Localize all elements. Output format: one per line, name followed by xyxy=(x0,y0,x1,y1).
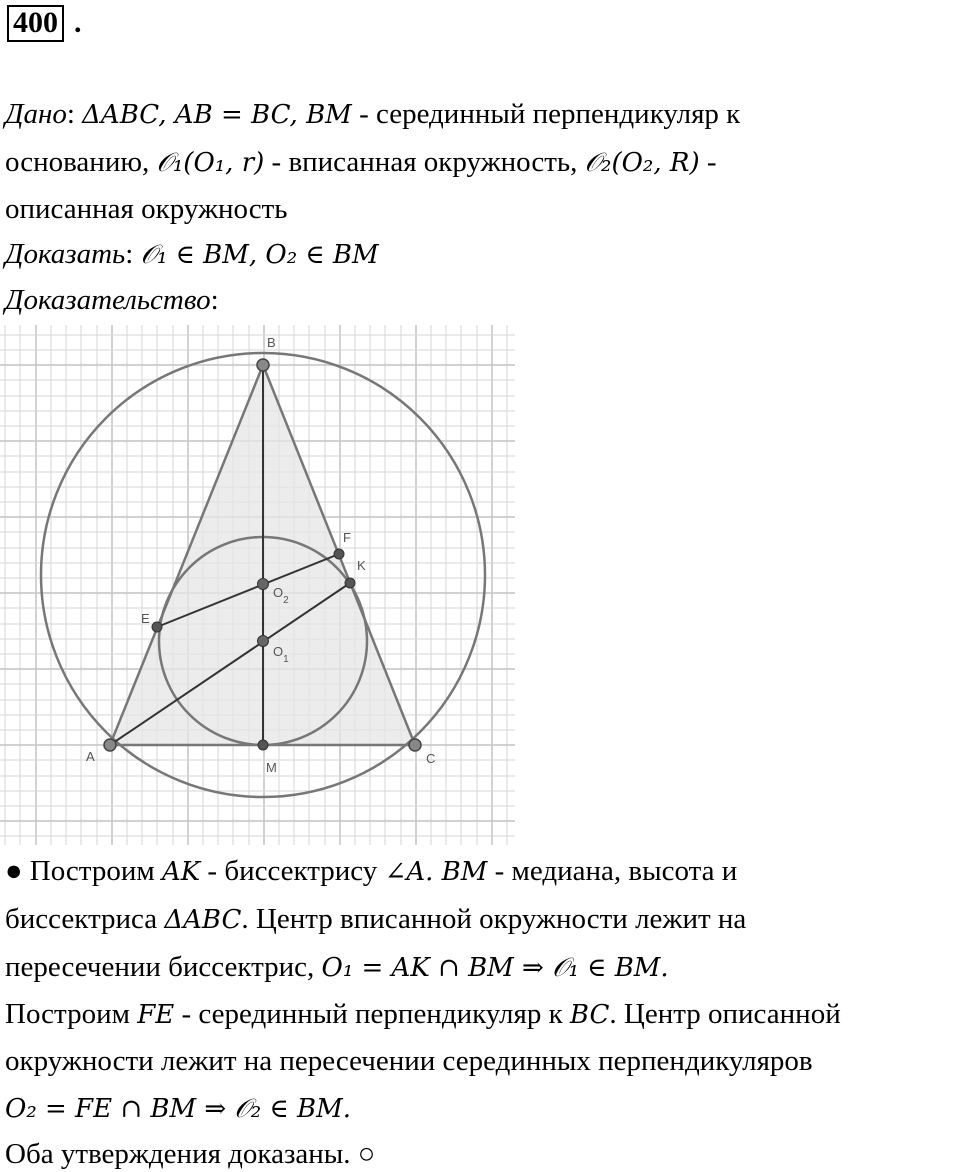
label-m: M xyxy=(266,760,277,775)
t1c: - медиана, высота и xyxy=(487,855,738,887)
given-text-1: - серединный перпендикуляр к xyxy=(351,98,741,130)
given-math-3: 𝒪₂(O₂, R) xyxy=(584,148,700,178)
point-o1 xyxy=(258,636,269,647)
proof-text-line-7: Оба утверждения доказаны. ○ xyxy=(5,1138,376,1170)
proof-text-line-1 xyxy=(5,853,737,890)
point-c xyxy=(409,739,421,751)
label-o2-letter: O xyxy=(273,585,284,600)
t1b: - биссектрису xyxy=(200,855,385,887)
point-k xyxy=(345,578,355,588)
point-m xyxy=(258,740,268,750)
label-o1-letter: O xyxy=(273,644,284,659)
t6m: O₂ = FE ∩ BM ⇒ 𝒪₂ ∈ BM. xyxy=(5,1094,352,1124)
prove-colon: : xyxy=(125,238,141,270)
point-b xyxy=(257,359,269,371)
point-o2 xyxy=(258,579,269,590)
t4b: - серединный перпендикуляр к xyxy=(174,998,570,1030)
geometry-figure xyxy=(0,325,530,845)
t1a: ● Построим xyxy=(5,855,162,887)
t2b: . Центр вписанной окружности лежит на xyxy=(241,903,747,935)
problem-number: 400 xyxy=(7,5,64,42)
t2m: ΔABC xyxy=(164,905,242,935)
point-e xyxy=(152,622,162,632)
given-text-2a: основанию, xyxy=(5,146,157,178)
given-text-2c: - xyxy=(699,146,717,178)
t2a: биссектриса xyxy=(5,903,165,935)
t1m1: AK xyxy=(161,857,201,887)
proof-label: Доказательство xyxy=(5,284,211,316)
t3m: O₁ = AK ∩ BM ⇒ 𝒪₁ ∈ BM. xyxy=(321,953,669,983)
prove-math: 𝒪₁ ∈ BM, O₂ ∈ BM xyxy=(140,240,379,270)
t4m2: BC xyxy=(569,1000,610,1030)
point-f xyxy=(334,549,344,559)
given-colon: : xyxy=(66,98,83,130)
label-o1-sub: 1 xyxy=(283,654,289,665)
label-o2-sub: 2 xyxy=(283,595,289,606)
t1m2: ∠A. BM xyxy=(384,857,488,887)
given-math-2: 𝒪₁(O₁, r) xyxy=(156,148,265,178)
label-f: F xyxy=(343,530,351,545)
label-e: E xyxy=(141,611,150,626)
proof-text-line-2 xyxy=(5,901,746,938)
given-text-2b: - вписанная окружность, xyxy=(264,146,585,178)
problem-number-dot: . xyxy=(74,6,82,39)
proof-text-line-5: окружности лежит на пересечении серединных перпендикуляров xyxy=(5,1045,813,1077)
t4a: Построим xyxy=(5,998,138,1030)
t3a: пересечении биссектрис, xyxy=(5,951,322,983)
proof-text-line-6 xyxy=(5,1090,351,1127)
proof-colon: : xyxy=(210,284,219,316)
given-math-1: ΔABC, AB = BC, BM xyxy=(82,100,352,130)
t4c: . Центр описанной xyxy=(609,998,841,1030)
proof-line xyxy=(5,282,219,318)
given-line-1 xyxy=(5,96,740,133)
proof-text-line-3 xyxy=(5,949,669,986)
given-label: Дано xyxy=(5,98,67,130)
prove-label: Доказать xyxy=(5,238,126,270)
label-a: A xyxy=(86,749,95,764)
label-b: B xyxy=(267,335,276,350)
label-k: K xyxy=(357,558,366,573)
given-line-2 xyxy=(5,144,717,181)
t4m1: FE xyxy=(137,1000,175,1030)
point-a xyxy=(104,739,116,751)
label-c: C xyxy=(426,751,436,766)
prove-line xyxy=(5,236,379,273)
given-line-3: описанная окружность xyxy=(5,193,288,225)
proof-text-line-4 xyxy=(5,996,841,1033)
